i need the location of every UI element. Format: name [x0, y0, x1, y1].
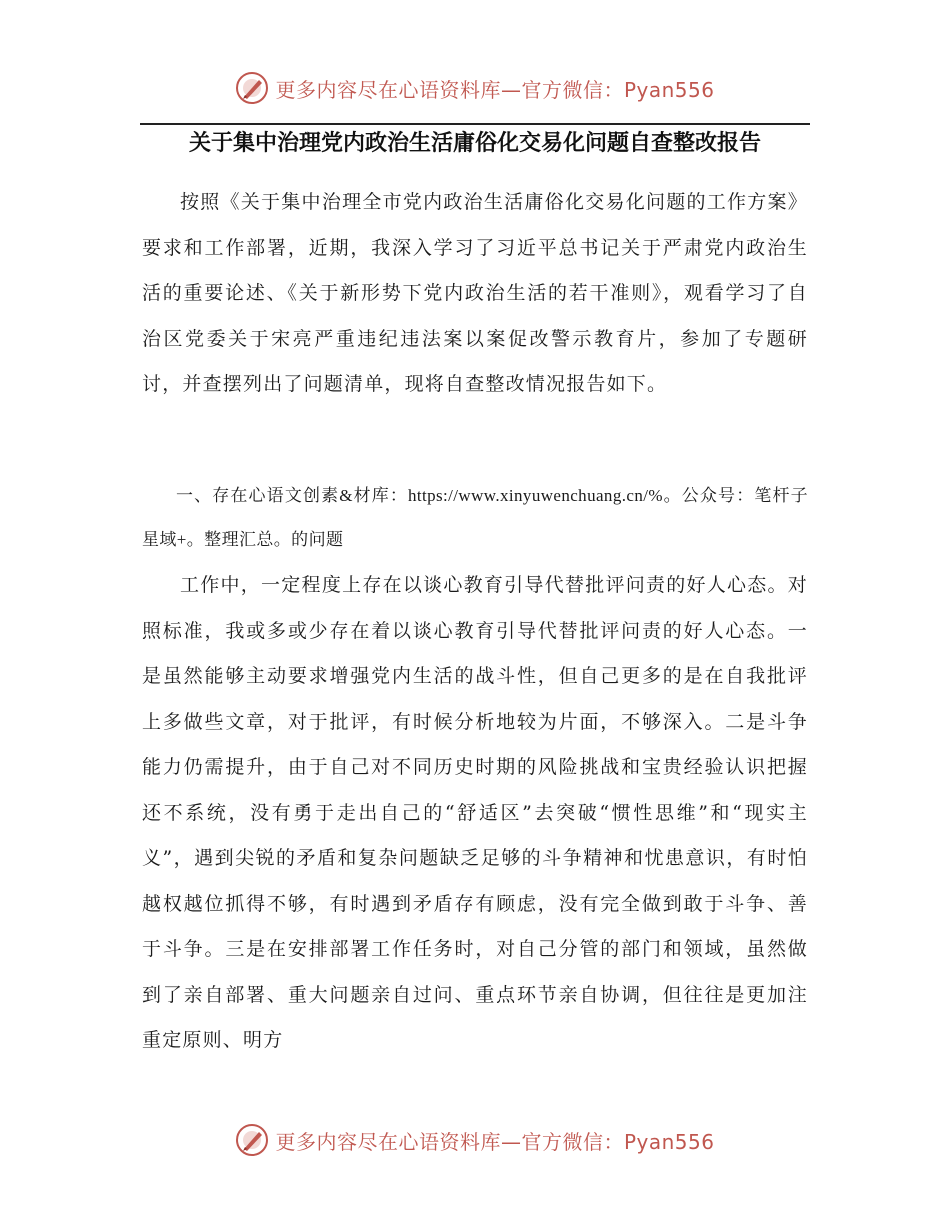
document-title: 关于集中治理党内政治生活庸俗化交易化问题自查整改报告 [188, 131, 761, 156]
quill-logo-icon [235, 1123, 269, 1157]
watermark-footer [0, 1120, 950, 1160]
watermark-header [0, 68, 950, 108]
section-heading: 一、存在心语文创素&材库：https://www.xinyuwenchuang.cn/%。公众号：笔杆子星域+。整理汇总。的问题 [142, 486, 808, 549]
watermark-text: 更多内容尽在心语资料库—官方微信：Pyan556 [275, 1129, 715, 1154]
paragraph-intro: 按照《关于集中治理全市党内政治生活庸俗化交易化问题的工作方案》要求和工作部署，近期，我深入学习了习近平总书记关于严肃党内政治生活的重要论述、《关于新形势下党内政治生活的若干准则》，观看学习了自治区党委关于宋亮严重违纪违法案以案促改警示教育片，参加了专题研讨，并查摆列出了问题清单，现将自查整改情况报告如下。 [142, 191, 808, 395]
paragraph-problem: 工作中，一定程度上存在以谈心教育引导代替批评问责的好人心态。对照标准，我或多或少存在着以谈心教育引导代替批评问责的好人心态。一是虽然能够主动要求增强党内生活的战斗性，但自己更多的是在自我批评上多做些文章，对于批评，有时候分析地较为片面，不够深入。二是斗争能力仍需提升，由于自己对不同历史时期的风险挑战和宝贵经验认识把握还不系统，没有勇于走出自己的“舒适区”去突破“惯性思维”和“现实主义”，遇到尖锐的矛盾和复杂问题缺乏足够的斗争精神和忧患意识，有时怕越权越位抓得不够，有时遇到矛盾存有顾虑，没有完全做到敢于斗争、善于斗争。三是在安排部署工作任务时，对自己分管的部门和领域，虽然做到了亲自部署、重大问题亲自过问、重点环节亲自协调，但往往是更加注重定原则、明方 [142, 574, 808, 1051]
title-divider [140, 123, 810, 125]
quill-logo-icon [235, 71, 269, 105]
watermark-text: 更多内容尽在心语资料库—官方微信：Pyan556 [275, 77, 715, 102]
